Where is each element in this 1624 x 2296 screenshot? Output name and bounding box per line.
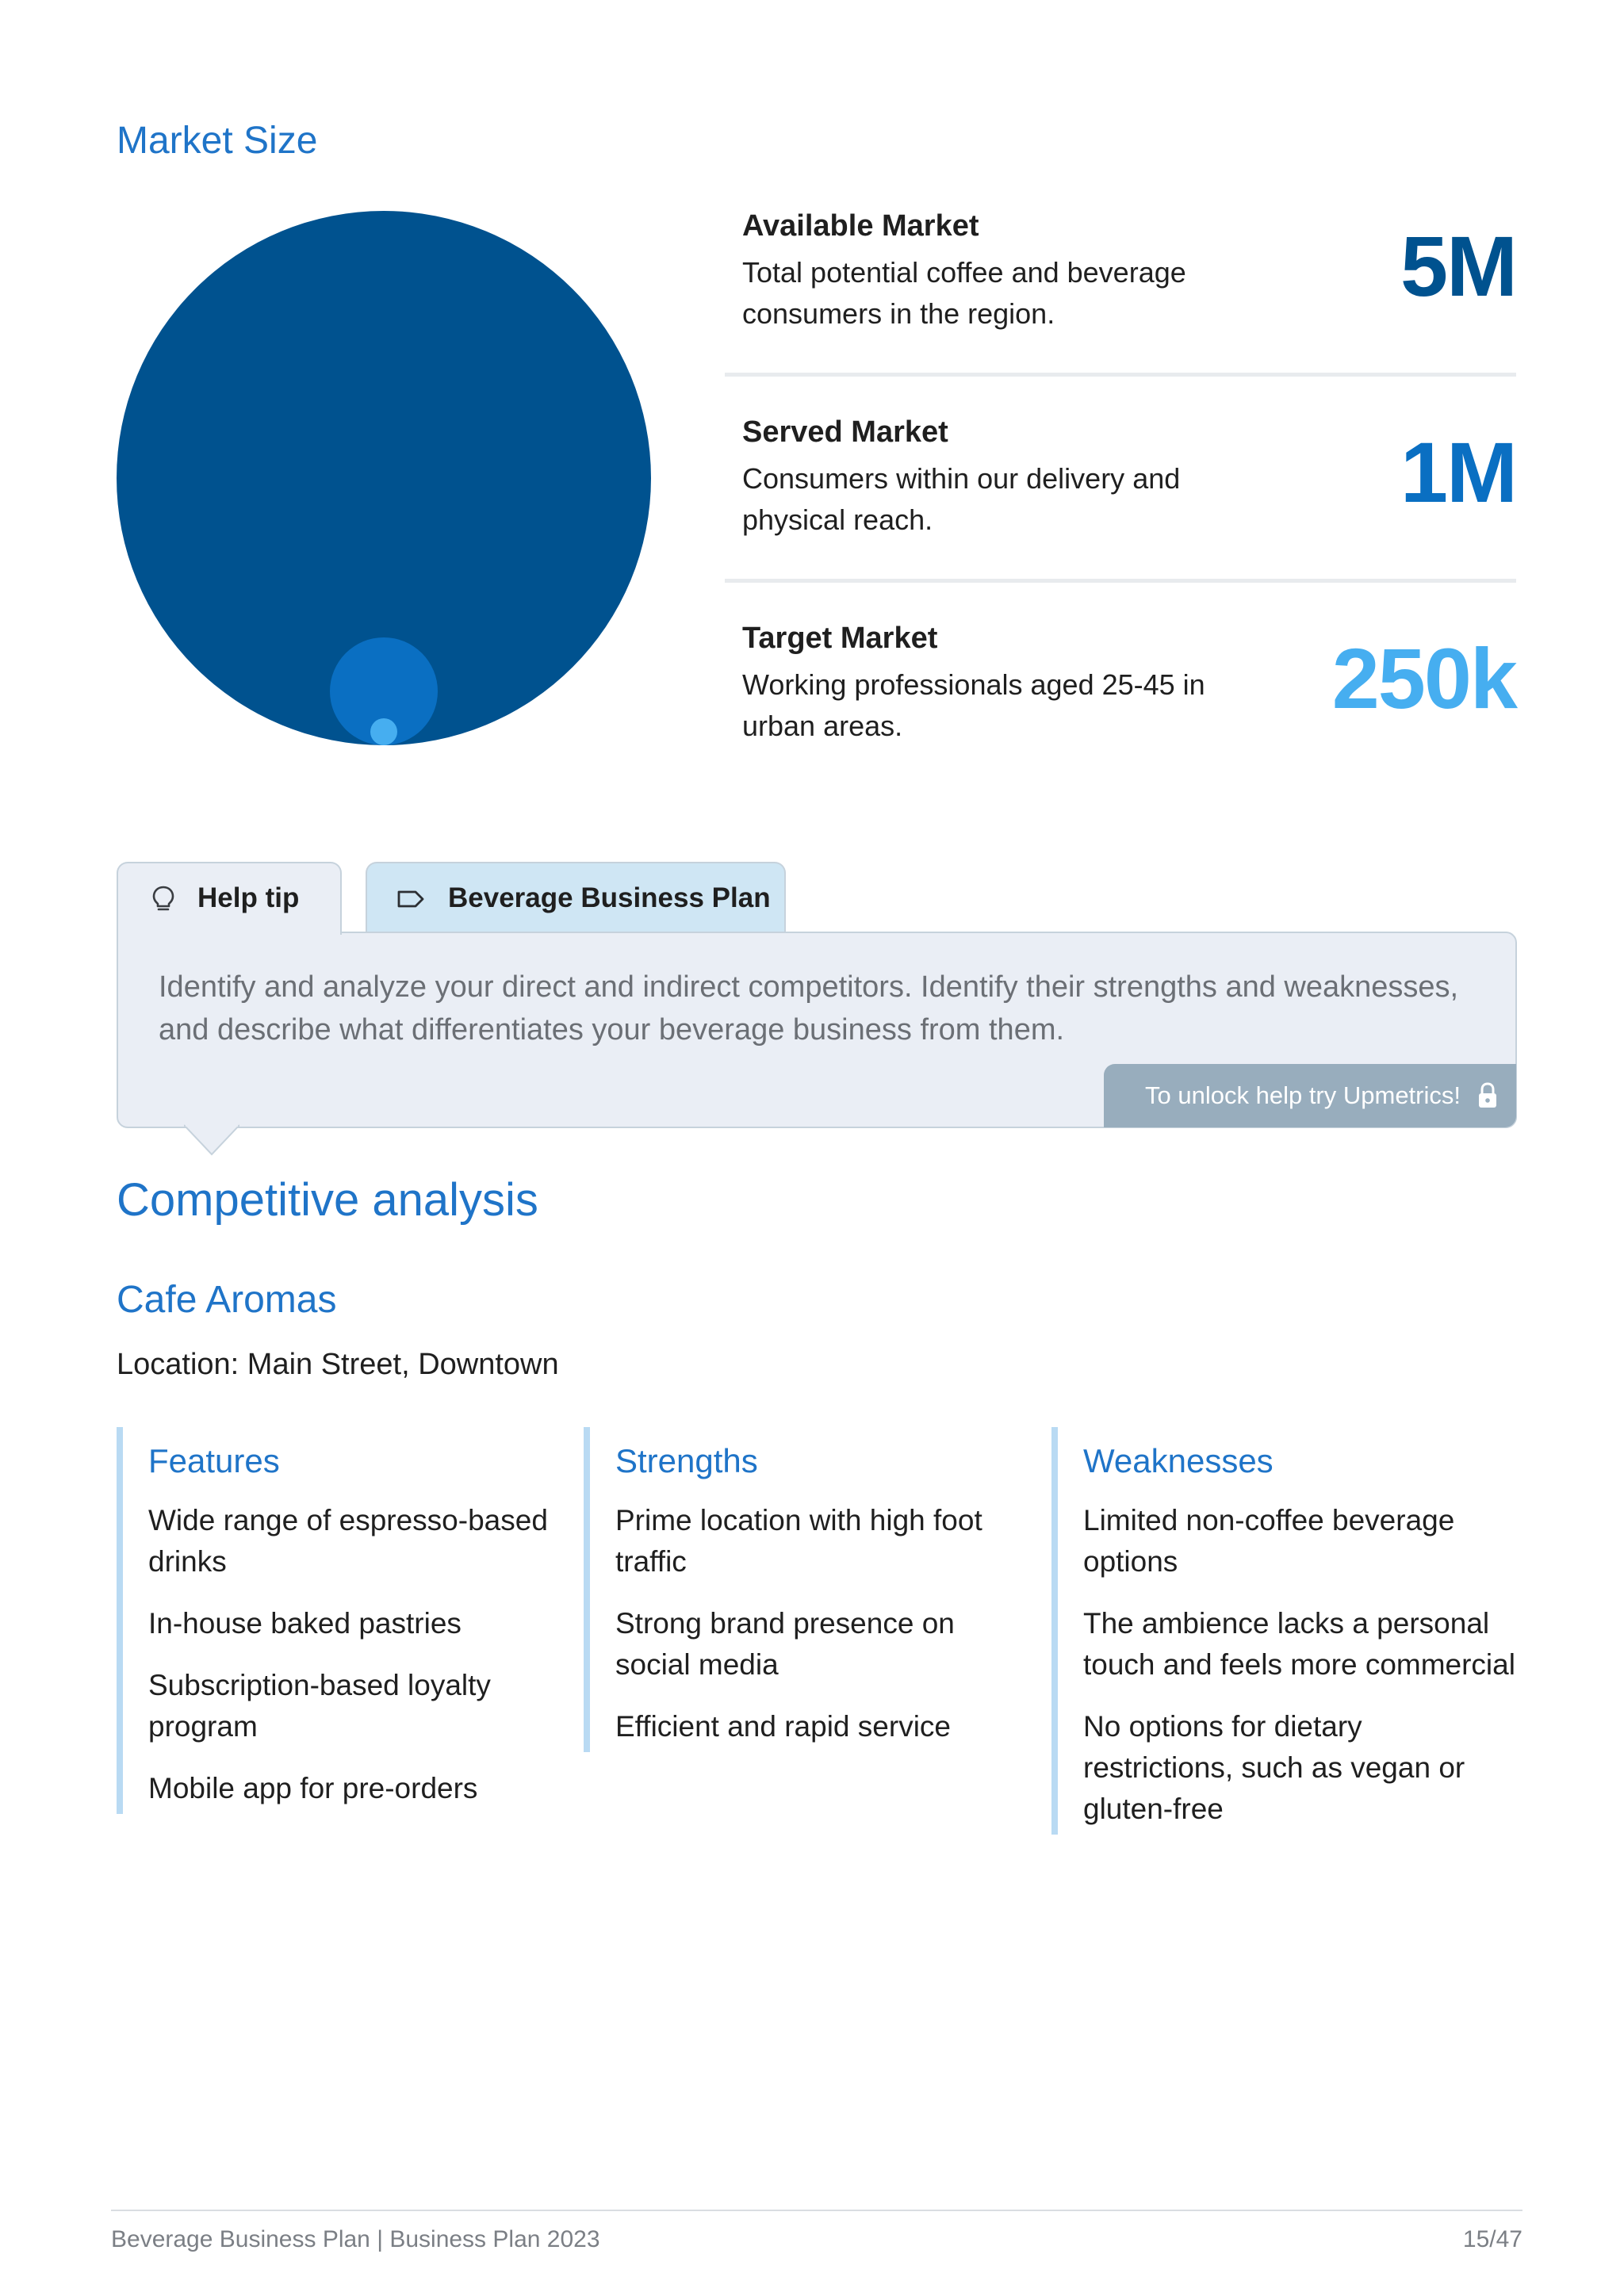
strengths-column (584, 1427, 1024, 1752)
unlock-help-button[interactable] (1104, 1064, 1516, 1127)
list-item: No options for dietary restrictions, such as vegan or gluten-free (1083, 1710, 1465, 1825)
tab-help-tip[interactable] (117, 862, 342, 935)
served-market-row (725, 415, 1516, 622)
served-market-description: Consumers within our delivery and physical reach. (742, 462, 1181, 536)
help-tip-text: Identify and analyze your direct and indirect competitors. Identify their strengths and weaknesses, and describe what differentiates your beverage business from them. (159, 970, 1459, 1047)
tag-icon (396, 884, 426, 914)
list-item: Wide range of espresso-based drinks (148, 1504, 548, 1578)
column-title: Weaknesses (1083, 1442, 1274, 1479)
available-market-value: 5M (1400, 218, 1516, 314)
section-title-market-size: Market Size (117, 120, 318, 162)
target-market-label: Target Market (742, 622, 938, 655)
column-title: Strengths (615, 1442, 758, 1479)
market-divider (725, 373, 1516, 377)
lightbulb-icon (148, 884, 178, 914)
help-tip-pointer (184, 1124, 239, 1156)
weaknesses-column (1051, 1427, 1519, 1835)
list-item: Strong brand presence on social media (615, 1607, 955, 1681)
tab-beverage-business-plan-label: Beverage Business Plan (448, 882, 771, 913)
footer-divider (111, 2210, 1522, 2211)
tab-beverage-business-plan[interactable] (366, 862, 786, 933)
list-item: Mobile app for pre-orders (148, 1772, 478, 1804)
available-market-row (725, 209, 1516, 415)
list-item: The ambience lacks a personal touch and feels more commercial (1083, 1607, 1515, 1681)
target-market-row (725, 622, 1516, 828)
list-item: Limited non-coffee beverage options (1083, 1504, 1455, 1578)
unlock-help-label: To unlock help try Upmetrics! (1145, 1081, 1461, 1109)
footer-page-number: 15/47 (1462, 2226, 1522, 2252)
competitor-location: Location: Main Street, Downtown (117, 1348, 559, 1381)
section-title-competitive-analysis: Competitive analysis (117, 1174, 538, 1226)
available-market-label: Available Market (742, 209, 979, 243)
available-market-description: Total potential coffee and beverage consumers in the region. (742, 256, 1186, 330)
target-market-circle (370, 718, 397, 745)
list-item: Efficient and rapid service (615, 1710, 951, 1743)
footer-document-title: Beverage Business Plan | Business Plan 2023 (111, 2226, 600, 2252)
market-size-circles (117, 211, 651, 745)
list-item: Prime location with high foot traffic (615, 1504, 982, 1578)
market-divider (725, 579, 1516, 583)
tab-help-tip-label: Help tip (197, 882, 300, 913)
list-item: In-house baked pastries (148, 1607, 462, 1640)
lock-icon (1475, 1081, 1500, 1110)
list-item: Subscription-based loyalty program (148, 1669, 491, 1743)
served-market-value: 1M (1400, 424, 1516, 520)
features-column (117, 1427, 557, 1814)
served-market-label: Served Market (742, 415, 948, 449)
target-market-description: Working professionals aged 25-45 in urban areas. (742, 668, 1205, 742)
column-title: Features (148, 1442, 280, 1479)
target-market-value: 250k (1331, 630, 1516, 726)
competitor-name: Cafe Aromas (117, 1279, 337, 1321)
